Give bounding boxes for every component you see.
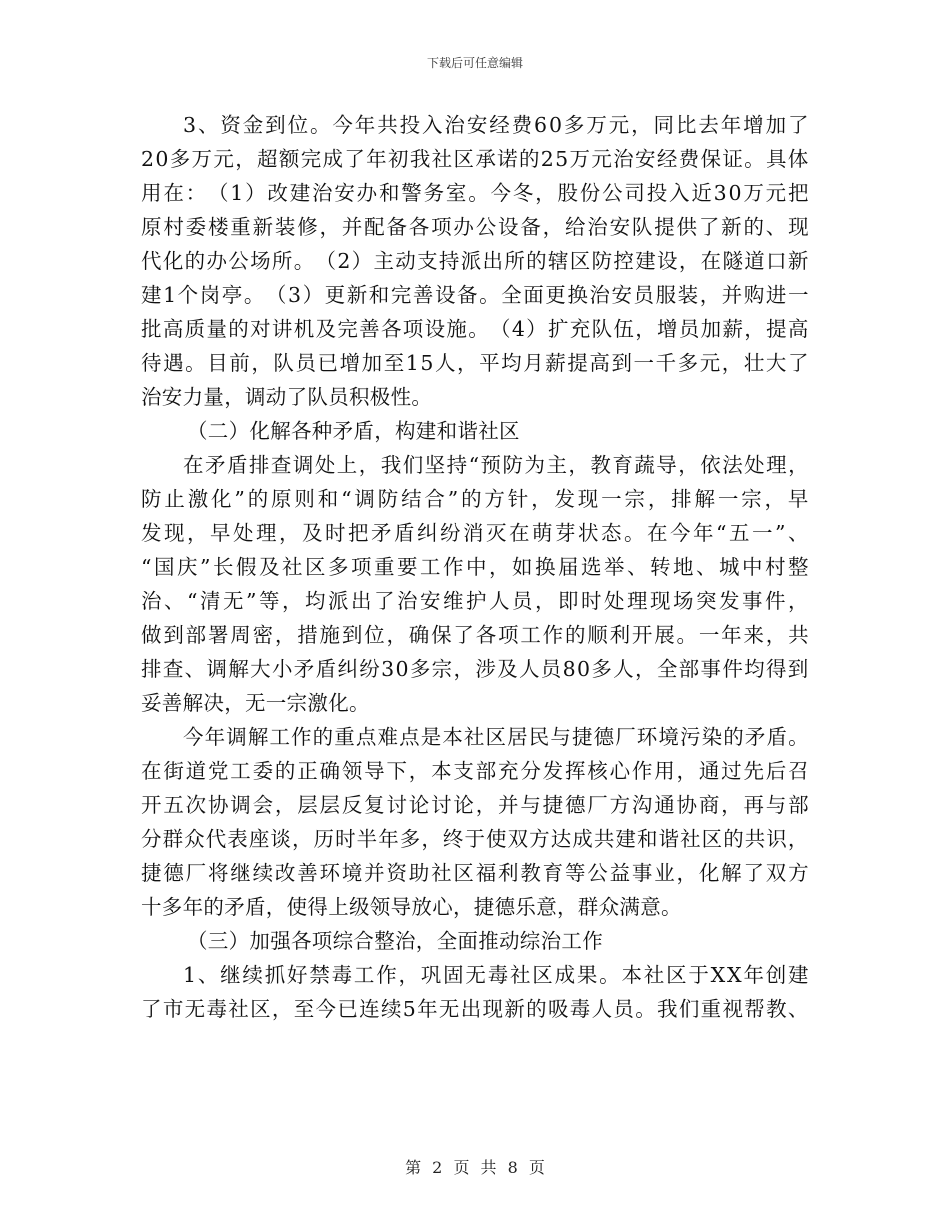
paragraph-line: 开 五 次 协 调 会 ， 层 层 反 复 讨 论 讨 论 ， 并 与 捷 德 厂 方 沟 通 协 商 ， 再 与 部 — [141, 793, 809, 817]
paragraph-line: “ 国 庆 ” 长 假 及 社 区 多 项 重 要 工 作 中 ， 如 换 届 选 举 、 转 地 、 城 中 村 整 — [141, 555, 809, 579]
section-heading: （二）化解各种矛盾，构建和谐社区 — [187, 419, 520, 443]
paragraph-line: 建 1 个 岗 亭 。 （ 3 ） 更 新 和 完 善 设 备 。 全 面 更 换 治 安 员 服 装 ， 并 购 进 一 — [141, 283, 809, 307]
paragraph-line: 治 、 “ 清 无 ” 等 ， 均 派 出 了 治 安 维 护 人 员 ， 即 时 处 理 现 场 突 发 事 件 ， — [141, 589, 809, 613]
paragraph-line: 做 到 部 署 周 密 ， 措 施 到 位 ， 确 保 了 各 项 工 作 的 顺 利 开 展 。 一 年 来 ， 共 — [141, 623, 809, 647]
paragraph-line: 治安力量，调动了队员积极性。 — [141, 385, 433, 409]
paragraph-line: 用 在 ： （ 1 ） 改 建 治 安 办 和 警 务 室 。 今 冬 ， 股 份 公 司 投 入 近 3 0 万 元 把 — [141, 181, 809, 205]
paragraph-line: 防 止 激 化 ” 的 原 则 和 “ 调 防 结 合 ” 的 方 针 ， 发 现 一 宗 ， 排 解 一 宗 ， 早 — [141, 487, 809, 511]
paragraph-line: 待 遇 。 目 前 ， 队 员 已 增 加 至 1 5 人 ， 平 均 月 薪 提 高 到 一 千 多 元 ， 壮 大 了 — [141, 351, 809, 375]
document-body — [141, 108, 809, 1026]
paragraph-line: 排 查 、 调 解 大 小 矛 盾 纠 纷 3 0 多 宗 ， 涉 及 人 员 8 0 多 人 ， 全 部 事 件 均 得 到 — [141, 657, 809, 681]
paragraph-line: 批 高 质 量 的 对 讲 机 及 完 善 各 项 设 施 。 （ 4 ） 扩 充 队 伍 ， 增 员 加 薪 ， 提 高 — [141, 317, 809, 341]
paragraph-line: 捷 德 厂 将 继 续 改 善 环 境 并 资 助 社 区 福 利 教 育 等 公 益 事 业 ， 化 解 了 双 方 — [141, 861, 809, 885]
page-header: 下载后可任意编辑 — [426, 56, 523, 70]
paragraph-line: 原 村 委 楼 重 新 装 修 ， 并 配 备 各 项 办 公 设 备 ， 给 治 安 队 提 供 了 新 的 、 现 — [141, 215, 809, 239]
paragraph-line: 在 街 道 党 工 委 的 正 确 领 导 下 ， 本 支 部 充 分 发 挥 核 心 作 用 ， 通 过 先 后 召 — [141, 759, 809, 783]
paragraph-line: 分 群 众 代 表 座 谈 ， 历 时 半 年 多 ， 终 于 使 双 方 达 成 共 建 和 谐 社 区 的 共 识 ， — [141, 827, 809, 851]
paragraph-line: 今 年 调 解 工 作 的 重 点 难 点 是 本 社 区 居 民 与 捷 德 厂 环 境 污 染 的 矛 盾 。 — [183, 725, 809, 749]
paragraph-line: 发 现 ， 早 处 理 ， 及 时 把 矛 盾 纠 纷 消 灭 在 萌 芽 状 态 。 在 今 年 “ 五 一 ” 、 — [141, 521, 809, 545]
paragraph-line: 3 、 资 金 到 位 。 今 年 共 投 入 治 安 经 费 6 0 多 万 元 ， 同 比 去 年 增 加 了 — [183, 113, 809, 137]
paragraph-line: 2 0 多 万 元 ， 超 额 完 成 了 年 初 我 社 区 承 诺 的 2 5 万 元 治 安 经 费 保 证 。 具 体 — [141, 147, 809, 171]
paragraph-line: 1 、 继 续 抓 好 禁 毒 工 作 ， 巩 固 无 毒 社 区 成 果 。 本 社 区 于 X X 年 创 建 — [183, 963, 809, 987]
paragraph-line: 十多年的矛盾，使得上级领导放心，捷德乐意，群众满意。 — [141, 895, 682, 919]
paragraph-line: 妥善解决，无一宗激化。 — [141, 691, 370, 715]
paragraph-line: 在 矛 盾 排 查 调 处 上 ， 我 们 坚 持 “ 预 防 为 主 ， 教 育 蔬 导 ， 依 法 处 理 ， — [183, 453, 809, 477]
page-footer: 第 2 页 共 8 页 — [405, 1158, 545, 1177]
paragraph-line: 代 化 的 办 公 场 所 。 （ 2 ） 主 动 支 持 派 出 所 的 辖 区 防 控 建 设 ， 在 隧 道 口 新 — [141, 249, 809, 273]
paragraph-line: 了 市 无 毒 社 区 ， 至 今 已 连 续 5 年 无 出 现 新 的 吸 毒 人 员 。 我 们 重 视 帮 教 、 — [141, 997, 809, 1021]
section-heading: （三）加强各项综合整治，全面推动综治工作 — [187, 929, 603, 953]
